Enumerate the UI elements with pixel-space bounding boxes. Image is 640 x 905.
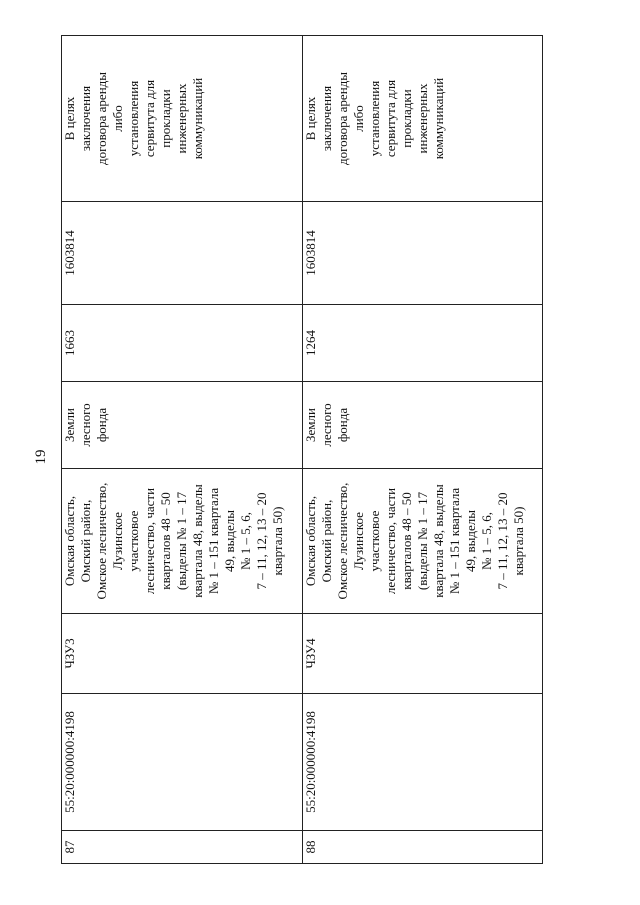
plot-address: [62, 469, 303, 614]
cell-text-line: Омская область,: [62, 495, 77, 587]
land-plots-table: [61, 35, 543, 864]
cell-text-line: Омский район,: [318, 499, 334, 583]
cell-text-line: № 1 – 151 квартала: [446, 487, 462, 595]
row-number: 87: [62, 831, 303, 864]
cell-text-line: 49, выделы: [462, 510, 478, 572]
cell-text-line: № 1 – 151 квартала: [206, 487, 221, 595]
cell-text-line: сервитута для: [382, 79, 398, 158]
cell-text-line: квартала 50): [510, 506, 526, 576]
cell-text-line: Омское лесничество,: [334, 482, 350, 600]
cell-text-line: либо: [350, 105, 366, 132]
cell-text-line: заключения: [318, 85, 334, 152]
page-number: 19: [33, 449, 49, 465]
cell-text-line: договора аренды: [94, 71, 109, 166]
cell-text-line: Омская область,: [302, 495, 318, 587]
cell-text-line: № 1 – 5, 6,: [478, 512, 494, 570]
plot-area: 1264: [302, 305, 543, 382]
plot-code: 1603814: [62, 202, 303, 305]
plot-designation: ЧЗУ3: [62, 614, 303, 694]
cell-text-line: инженерных: [174, 83, 189, 154]
cell-text-line: кварталов 48 – 50: [398, 492, 414, 590]
table-container: [61, 36, 543, 864]
cell-text-line: коммуникаций: [430, 77, 446, 160]
cell-text-line: прокладки: [158, 89, 173, 148]
cadastral-number: 55:20:000000:4198: [62, 694, 303, 831]
cell-text-line: № 1 – 5, 6,: [238, 512, 253, 570]
cell-text-line: фонда: [94, 407, 109, 443]
cell-text-line: Омский район,: [78, 499, 93, 583]
cell-text-line: установления: [126, 80, 141, 157]
cell-text-line: Земли лесного: [302, 403, 334, 447]
cell-text-line: квартала 48, выделы: [190, 484, 205, 598]
cell-text-line: (выделы № 1 – 17: [414, 491, 430, 591]
rotated-table-frame: [61, 36, 543, 864]
plot-area: 1663: [62, 305, 303, 382]
cell-text-line: участковое: [366, 510, 382, 572]
cell-text-line: заключения: [78, 85, 93, 152]
plot-address: [302, 469, 543, 614]
plot-purpose: [302, 36, 543, 202]
land-category: [302, 382, 543, 469]
plot-designation: ЧЗУ4: [302, 614, 543, 694]
plot-code: 1603814: [302, 202, 543, 305]
cell-text-line: лесничество, части: [142, 487, 157, 595]
cell-text-line: Омское лесничество,: [94, 482, 109, 600]
cell-text-line: 7 – 11, 12, 13 – 20: [254, 492, 269, 590]
land-category: [62, 382, 303, 469]
cell-text-line: Лузинское: [110, 512, 125, 570]
cell-text-line: либо: [110, 105, 125, 132]
cell-text-line: квартала 48, выделы: [430, 484, 446, 598]
cell-text-line: установления: [366, 80, 382, 157]
cell-text-line: 7 – 11, 12, 13 – 20: [494, 492, 510, 590]
plot-purpose: [62, 36, 303, 202]
cell-text-line: кварталов 48 – 50: [158, 492, 173, 590]
cell-text-line: квартала 50): [270, 506, 285, 576]
cell-text-line: прокладки: [398, 89, 414, 148]
cell-text-line: договора аренды: [334, 71, 350, 166]
cell-text-line: сервитута для: [142, 79, 157, 158]
cell-text-line: фонда: [334, 407, 350, 443]
cell-text-line: Земли лесного: [62, 403, 93, 447]
row-number: 88: [302, 831, 543, 864]
cell-text-line: инженерных: [414, 83, 430, 154]
table-row: [302, 36, 543, 864]
cell-text-line: В целях: [62, 96, 77, 141]
cell-text-line: В целях: [302, 96, 318, 141]
cell-text-line: 49, выделы: [222, 510, 237, 572]
cell-text-line: коммуникаций: [190, 77, 205, 160]
cell-text-line: участковое: [126, 510, 141, 572]
cadastral-number: 55:20:000000:4198: [302, 694, 543, 831]
table-row: [62, 36, 303, 864]
cell-text-line: Лузинское: [350, 512, 366, 570]
cell-text-line: лесничество, части: [382, 487, 398, 595]
cell-text-line: (выделы № 1 – 17: [174, 491, 189, 591]
